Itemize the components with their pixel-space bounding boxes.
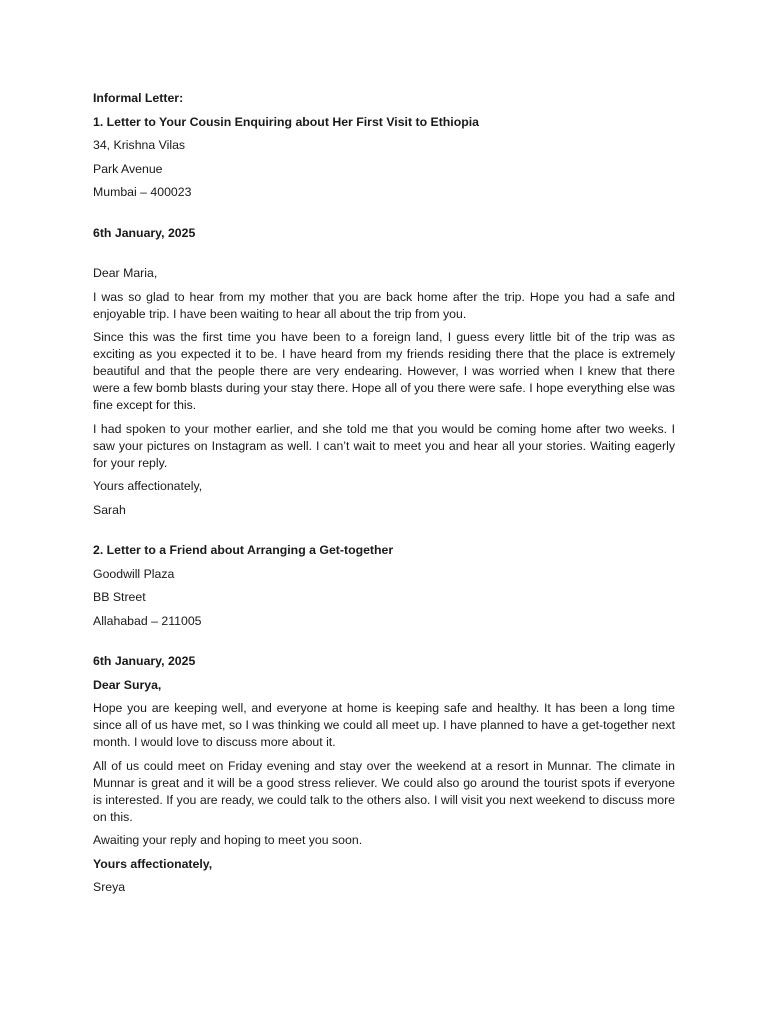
spacer: [93, 248, 675, 265]
letter1-address-line: 34, Krishna Vilas: [93, 138, 186, 152]
letter2-signature: Sreya: [93, 880, 126, 894]
letter1-signature: Sarah: [93, 502, 126, 517]
letter1-salutation: Dear Maria,: [93, 266, 158, 280]
letter1-paragraph: I had spoken to your mother earlier, and she told me that you would be coming home after two weeks. I saw your pictures on Instagram as well. I can’t wait to meet you and hear all your stories. Waiting eagerly for your reply.: [93, 421, 675, 470]
letter2-paragraph: All of us could meet on Friday evening and stay over the weekend at a resort in Munnar. The climate in Munnar is great and it will be a good stress reliever. We could also go around the tourist spots if everyone is interested. If you are ready, we could talk to the others also. I will visit you next weekend to discuss more on this.: [93, 758, 675, 824]
letter1-date: 6th January, 2025: [93, 225, 196, 240]
spacer: [93, 525, 675, 542]
document-heading: Informal Letter:: [93, 91, 184, 105]
letter1-address-line: Mumbai – 400023: [93, 185, 192, 199]
letter2-date: 6th January, 2025: [93, 654, 196, 668]
letter2-address-line: Allahabad – 211005: [93, 613, 202, 628]
letter1-paragraph: Since this was the first time you have been to a foreign land, I guess every little bit of the trip was as exciting as you expected it to be. I have heard from my friends residing there that the place is extremely beautiful and that the people there are very endearing. However, I was worried when I knew that there were a few bomb blasts during your stay there. Hope all of you there were safe. I hope everything else was fine except for this.: [93, 330, 675, 412]
letter1-title: 1. Letter to Your Cousin Enquiring about Her First Visit to Ethiopia: [93, 114, 480, 129]
letter1-closing: Yours affectionately,: [93, 479, 203, 493]
letter2-title: 2. Letter to a Friend about Arranging a Get-together: [93, 543, 394, 557]
letter1-paragraph: I was so glad to hear from my mother that you are back home after the trip. Hope you had a safe and enjoyable trip. I have been waiting to hear all about the trip from you.: [93, 289, 675, 321]
letter2-paragraph: Hope you are keeping well, and everyone at home is keeping safe and healthy. It has been a long time since all of us have met, so I was thinking we could all meet up. I have planned to have a get-together next month. I would love to discuss more about it.: [93, 701, 675, 749]
letter1-address-line: Park Avenue: [93, 161, 163, 176]
letter2-address-line: BB Street: [93, 590, 146, 604]
letter2-paragraph: Awaiting your reply and hoping to meet you soon.: [93, 833, 363, 847]
letter2-salutation: Dear Surya,: [93, 677, 162, 692]
spacer: [93, 208, 675, 225]
spacer: [93, 636, 675, 653]
letter2-address-line: Goodwill Plaza: [93, 566, 175, 581]
document-page: [93, 90, 675, 903]
letter2-closing: Yours affectionately,: [93, 856, 213, 871]
